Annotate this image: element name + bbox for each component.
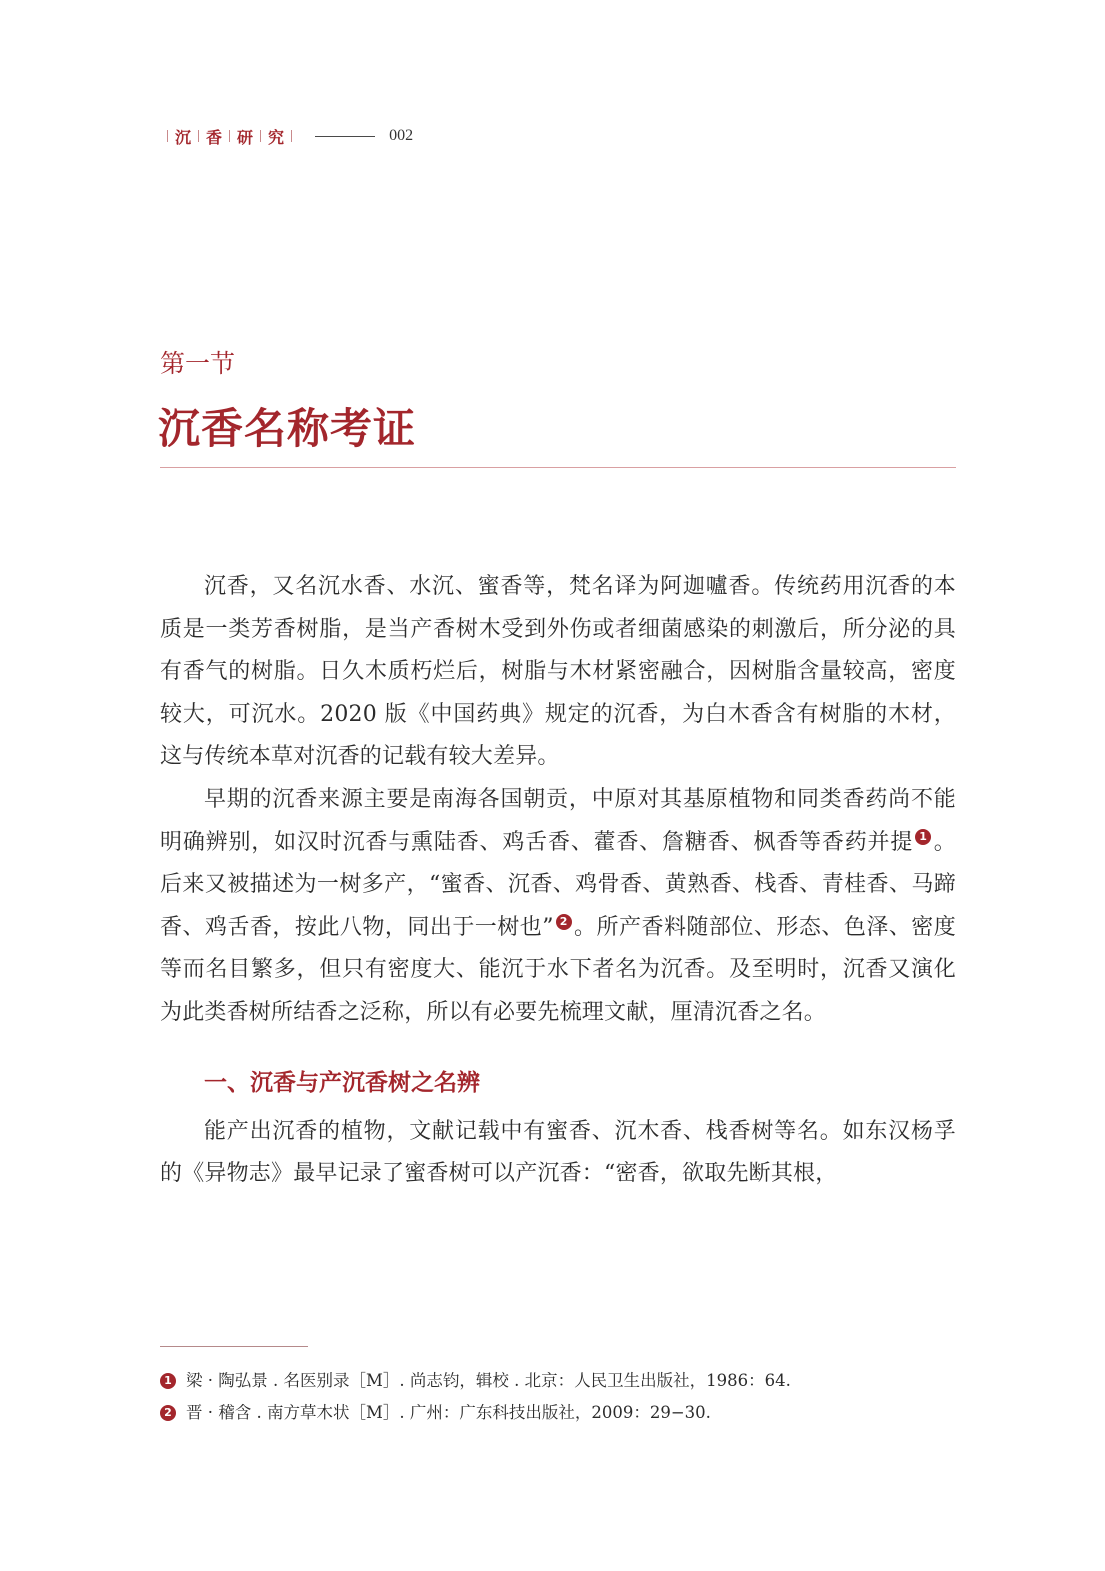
body-text — [160, 566, 956, 1196]
title-divider — [160, 467, 956, 468]
footnote — [160, 1365, 956, 1397]
title-separator — [291, 130, 292, 142]
paragraph-2-part-b: 。后来又被描述为一树多产，“蜜香、沉香、鸡骨香、黄熟香、栈香、青桂香、马蹄香、鸡舌香，按此八物，同出于一树也” — [160, 829, 956, 940]
subheading: 一、沉香与产沉香树之名辨 — [204, 1069, 480, 1096]
section-title: 沉香名称考证 — [158, 404, 417, 453]
footnote-marker: 1 — [160, 1373, 176, 1389]
page-number: 002 — [389, 127, 414, 144]
footnote-divider — [160, 1346, 308, 1347]
paragraph-3: 能产出沉香的植物，文献记载中有蜜香、沉木香、栈香树等名。如东汉杨孚的《异物志》最早记录了蜜香树可以产沉香：“密香，欲取先断其根， — [160, 1118, 956, 1187]
paragraph-2-part-c: 。所产香料随部位、形态、色泽、密度等而名目繁多，但只有密度大、能沉于水下者名为沉香。及至明时，沉香又演化为此类香树所结香之泛称，所以有必要先梳理文献，厘清沉香之名。 — [160, 914, 956, 1025]
title-separator — [167, 130, 168, 142]
footnote-ref-1[interactable]: 1 — [915, 829, 931, 845]
paragraph-2-part-a: 早期的沉香来源主要是南海各国朝贡，中原对其基原植物和同类香药尚不能明确辨别，如汉时沉香与熏陆香、鸡舌香、藿香、詹糖香、枫香等香药并提 — [160, 786, 956, 855]
title-separator — [198, 130, 199, 142]
title-separator — [260, 130, 261, 142]
footnote-ref-2[interactable]: 2 — [556, 914, 572, 930]
footnotes — [160, 1365, 956, 1429]
book-title-char: 研 — [237, 127, 254, 147]
footnote-text: 梁 · 陶弘景 . 名医别录［M］. 尚志钧，辑校 . 北京：人民卫生出版社，1986：64. — [186, 1371, 791, 1390]
running-header — [160, 124, 413, 148]
book-title — [160, 125, 299, 148]
section-label: 第一节 — [160, 349, 236, 378]
book-title-char: 究 — [268, 127, 285, 147]
footnote-marker: 2 — [160, 1405, 176, 1421]
book-title-char: 沉 — [175, 127, 192, 147]
header-rule — [315, 136, 375, 137]
footnote — [160, 1397, 956, 1429]
book-title-char: 香 — [206, 127, 223, 147]
footnote-text: 晋 · 稽含 . 南方草木状［M］. 广州：广东科技出版社，2009：29−30. — [186, 1403, 711, 1422]
title-separator — [229, 130, 230, 142]
paragraph-2 — [160, 779, 956, 1035]
paragraph-1: 沉香，又名沉水香、水沉、蜜香等，梵名译为阿迦嚧香。传统药用沉香的本质是一类芳香树脂，是当产香树木受到外伤或者细菌感染的刺激后，所分泌的具有香气的树脂。日久木质朽烂后，树脂与木材紧密融合，因树脂含量较高，密度较大，可沉水。2020 版《中国药典》规定的沉香，为白木香含有树脂的木材，这与传统本草对沉香的记载有较大差异。 — [160, 574, 956, 770]
